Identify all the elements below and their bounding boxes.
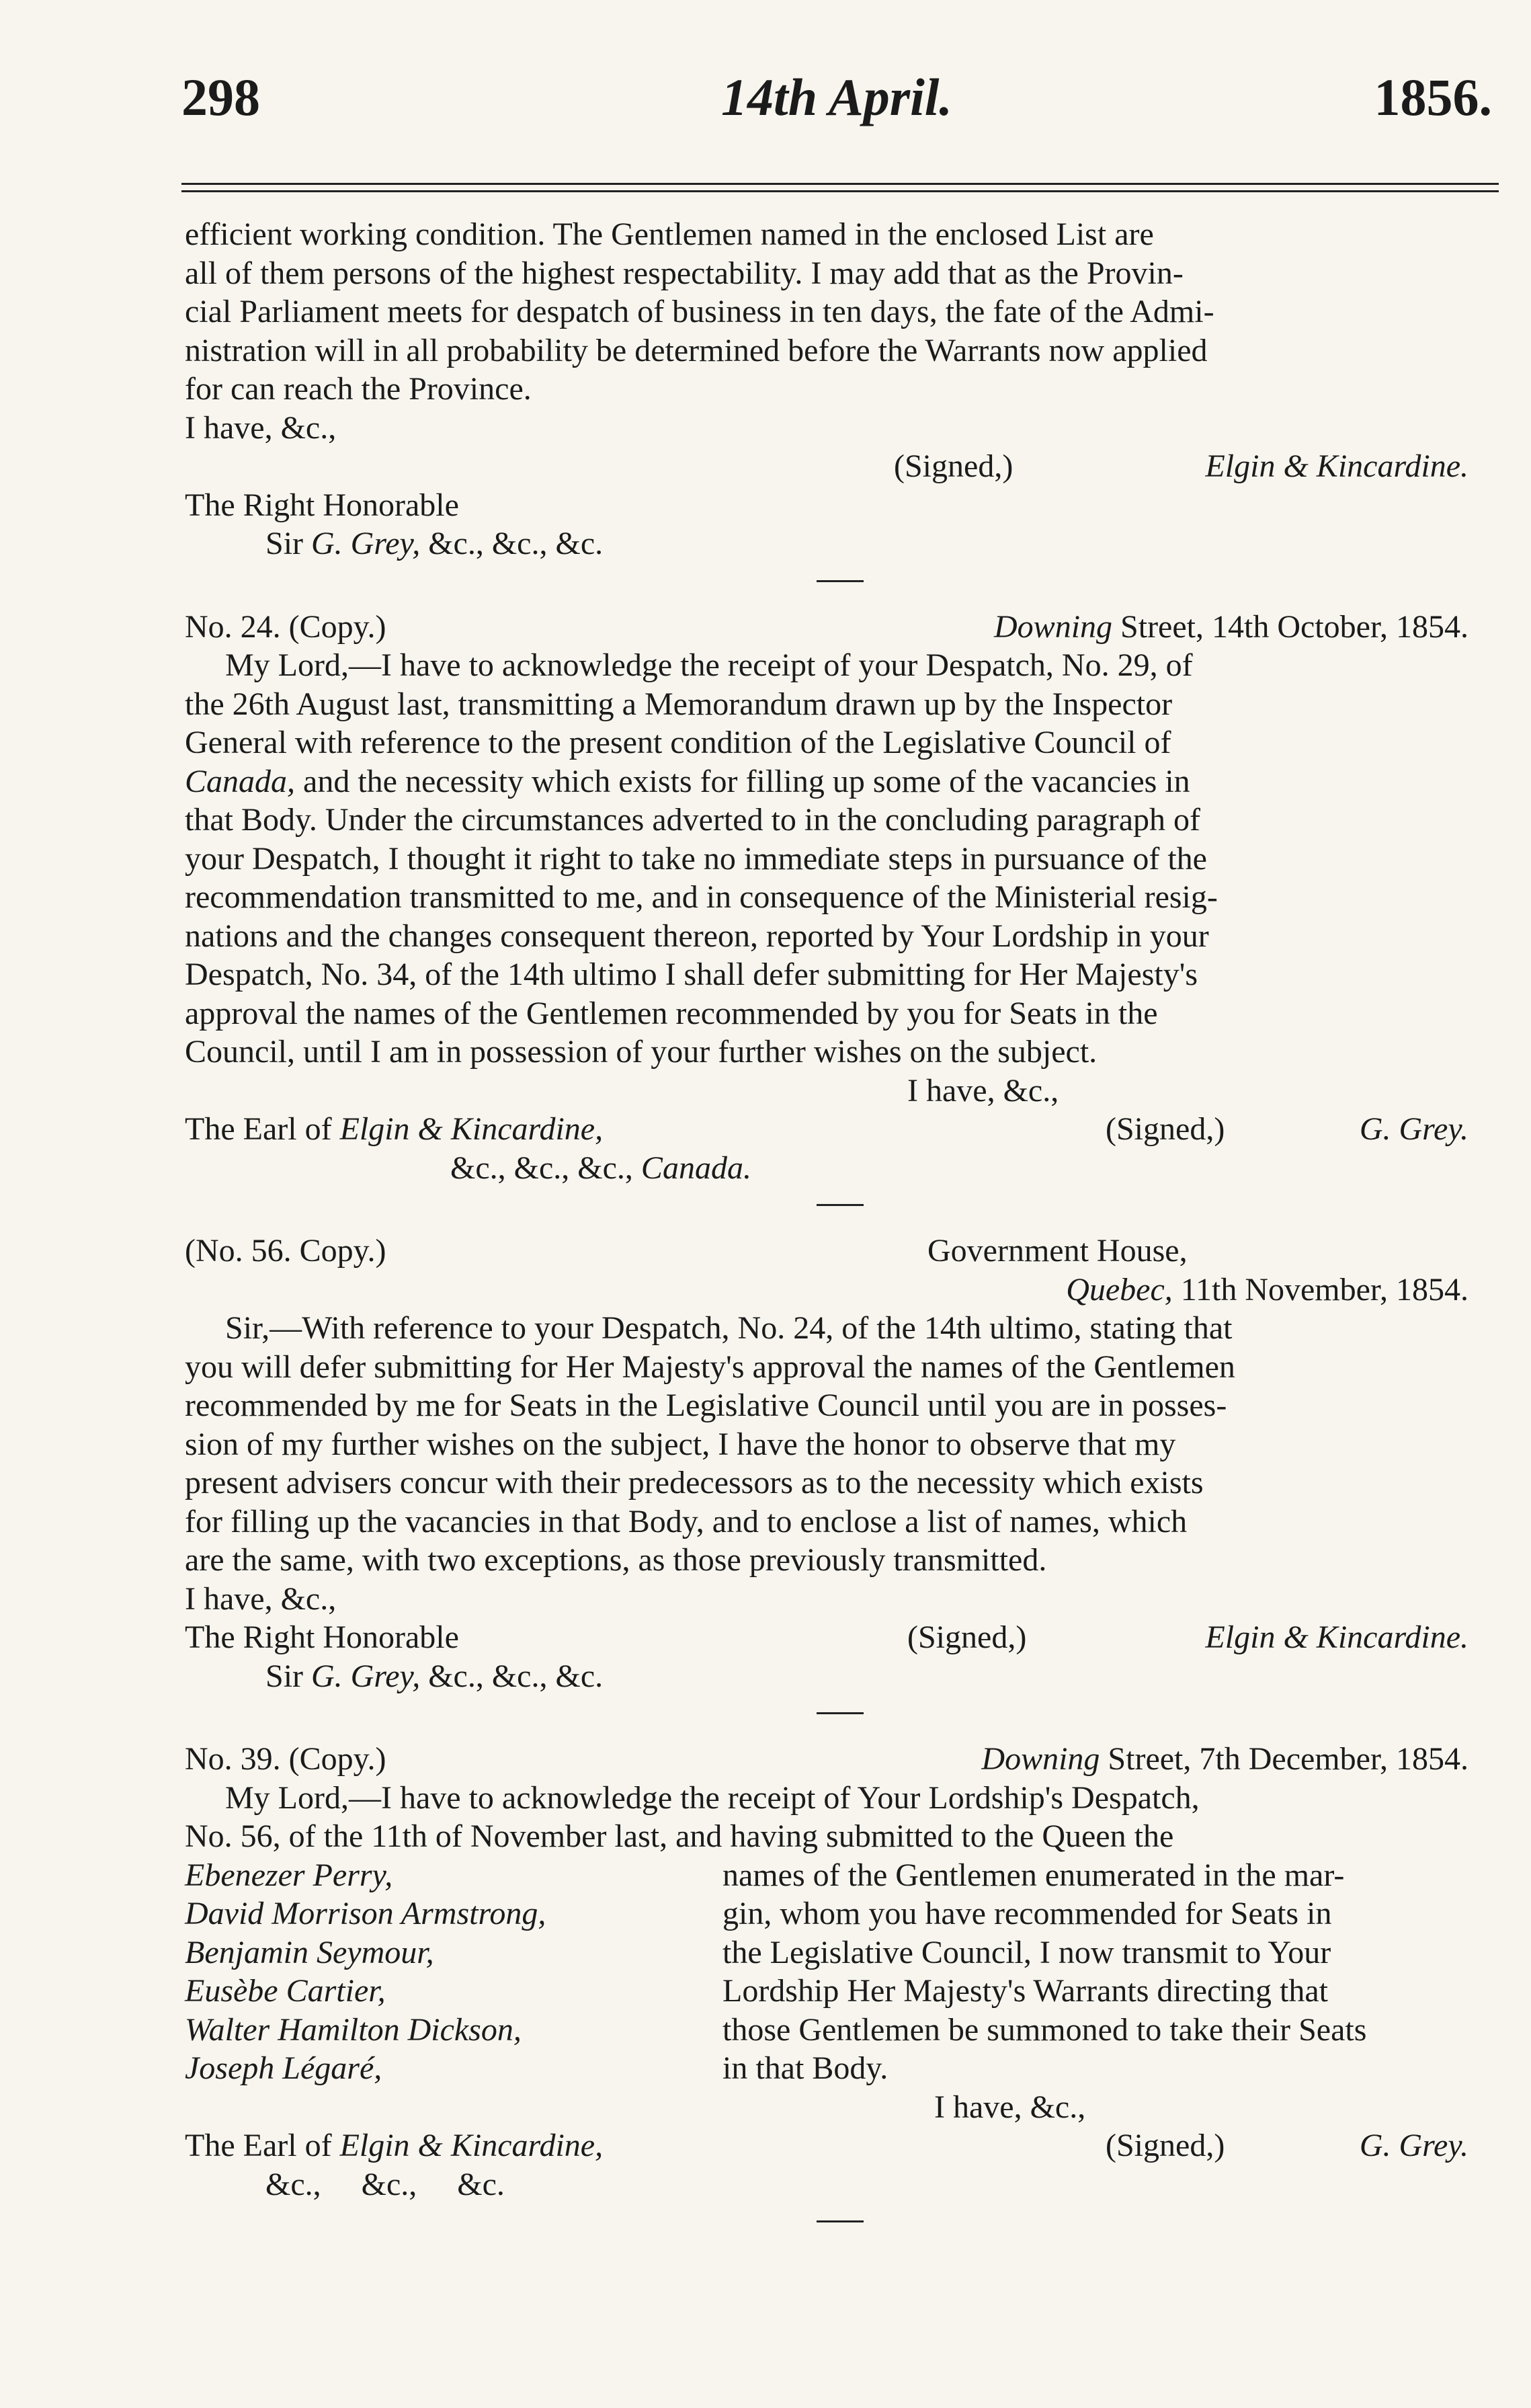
header-rule-bottom: [181, 190, 1499, 192]
addressee-signature-row: [185, 1618, 1495, 1657]
text-line: [185, 762, 1495, 801]
addressee-line: [185, 2126, 603, 2165]
closing-line: I have, &c.,: [907, 1072, 1059, 1109]
addressee-signature-row: [185, 2126, 1495, 2165]
addressee-sir: Sir: [265, 1658, 304, 1694]
place-name: Downing: [981, 1741, 1100, 1777]
addressee-line: The Right Honorable: [185, 1619, 459, 1655]
addressee-etc: &c., &c., &c.,: [450, 1150, 633, 1186]
text-line: recommendation transmitted to me, and in consequence of the Ministerial resig-: [185, 879, 1218, 915]
text-line: Council, until I am in possession of your further wishes on the subject.: [185, 1034, 1098, 1070]
list-item: Benjamin Seymour,: [185, 1934, 434, 1970]
text-line: the 26th August last, transmitting a Memorandum drawn up by the Inspector: [185, 686, 1173, 722]
text-line: Lordship Her Majesty's Warrants directing that: [722, 1973, 1329, 2009]
signed-label: (Signed,): [894, 448, 1013, 484]
header-year: 1856.: [1374, 68, 1492, 126]
text-line: General with reference to the present condition of the Legislative Council of: [185, 725, 1171, 760]
addressee-sir: Sir: [265, 526, 304, 561]
page-number: 298: [181, 68, 260, 126]
place-name: Quebec,: [1066, 1271, 1173, 1308]
text-line: all of them persons of the highest respectability. I may add that as the Provin-: [185, 255, 1184, 291]
text-line: in that Body.: [722, 2050, 888, 2086]
signature: G. Grey.: [1359, 1111, 1468, 1147]
text-line: recommended by me for Seats in the Legislative Council until you are in posses-: [185, 1388, 1227, 1423]
section-separator: [817, 2220, 864, 2222]
closing-line: I have, &c.,: [185, 1580, 337, 1617]
section-separator: [817, 580, 864, 582]
despatch-no-39: [185, 1740, 1495, 2204]
despatch-number: No. 24. (Copy.): [185, 608, 386, 645]
addressee-etc: &c., &c., &c.: [428, 1658, 604, 1694]
despatch-number: No. 39. (Copy.): [185, 1741, 386, 1777]
signature: Elgin & Kincardine.: [1205, 1619, 1468, 1655]
addressee-line: [185, 524, 1495, 563]
text-line: nations and the changes consequent thereon, reported by Your Lordship in your: [185, 918, 1209, 954]
text-fragment: and the necessity which exists for filling up some of the vacancies in: [303, 763, 1190, 799]
despatch-continuation: [185, 215, 1495, 563]
despatch-header: [185, 1232, 1495, 1271]
text-line: My Lord,—I have to acknowledge the receipt of your Despatch, No. 29, of: [225, 647, 1193, 683]
section-separator: [817, 1712, 864, 1714]
closing-line: I have, &c.,: [185, 409, 337, 446]
section-separator: [817, 1204, 864, 1206]
despatch-number: (No. 56. Copy.): [185, 1233, 386, 1269]
text-line: cial Parliament meets for despatch of business in ten days, the fate of the Admi-: [185, 294, 1214, 329]
place-name: Downing: [994, 608, 1113, 645]
text-line: efficient working condition. The Gentlemen named in the enclosed List are: [185, 216, 1154, 252]
signed-label: (Signed,): [1106, 1111, 1225, 1147]
text-line: Despatch, No. 34, of the 14th ultimo I shall defer submitting for Her Majesty's: [185, 957, 1198, 992]
list-item: David Morrison Armstrong,: [185, 1896, 546, 1931]
canada-word: Canada,: [185, 763, 296, 799]
despatch-header: [185, 608, 1495, 647]
signature: G. Grey.: [1359, 2128, 1468, 2163]
addressee-name: Elgin & Kincardine,: [339, 2128, 604, 2163]
despatch-no-24: [185, 608, 1495, 1188]
addressee-name: G. Grey,: [311, 526, 421, 561]
despatch-no-56: [185, 1232, 1495, 1695]
text-line: sion of my further wishes on the subject, I have the honor to observe that my: [185, 1426, 1176, 1462]
list-item: Ebenezer Perry,: [185, 1857, 393, 1893]
closing-line: I have, &c.,: [934, 2089, 1086, 2125]
page-content: [185, 215, 1495, 2248]
text-line: No. 56, of the 11th of November last, and having submitted to the Queen the: [185, 1818, 1174, 1854]
place-date: Street, 7th December, 1854.: [1108, 1741, 1468, 1777]
text-line: approval the names of the Gentlemen recommended by you for Seats in the: [185, 995, 1158, 1031]
addressee-place: Canada.: [640, 1150, 751, 1186]
text-line: the Legislative Council, I now transmit to Your: [722, 1934, 1331, 1970]
text-line: names of the Gentlemen enumerated in the mar-: [722, 1857, 1345, 1893]
signed-label: (Signed,): [907, 1619, 1027, 1655]
list-item: Joseph Légaré,: [185, 2050, 382, 2086]
addressee-line: [185, 1110, 603, 1149]
addressee-name: Elgin & Kincardine,: [339, 1111, 604, 1147]
addressee-signature-row: [185, 1110, 1495, 1149]
page-header: [181, 67, 1492, 128]
addressee-etc: &c., &c., &c.: [428, 526, 604, 561]
signature-row: [185, 447, 1495, 486]
despatch-header: [185, 1740, 1495, 1779]
names-with-text: [185, 1856, 1495, 2088]
text-line: gin, whom you have recommended for Seats in: [722, 1896, 1332, 1931]
text-line: My Lord,—I have to acknowledge the receipt of Your Lordship's Despatch,: [225, 1779, 1200, 1816]
header-rule-top: [181, 183, 1499, 185]
addressee-line: &c., &c., &c.: [265, 2166, 505, 2202]
text-line: are the same, with two exceptions, as those previously transmitted.: [185, 1542, 1047, 1578]
text-line: present advisers concur with their predecessors as to the necessity which exists: [185, 1465, 1204, 1500]
addressee-line: [185, 1149, 1495, 1188]
header-date: 14th April.: [721, 68, 952, 126]
place-date: 11th November, 1854.: [1180, 1271, 1468, 1308]
side-paragraph: [722, 1856, 1495, 2088]
place-date: Street, 14th October, 1854.: [1120, 608, 1468, 645]
text-line: you will defer submitting for Her Majesty's approval the names of the Gentlemen: [185, 1349, 1235, 1385]
despatch-place-date: [994, 608, 1468, 647]
text-line: your Despatch, I thought it right to take no immediate steps in pursuance of the: [185, 840, 1207, 877]
text-line: for filling up the vacancies in that Body, and to enclose a list of names, which: [185, 1503, 1188, 1539]
signed-label: (Signed,): [1106, 2128, 1225, 2163]
signature: Elgin & Kincardine.: [1205, 448, 1468, 484]
addressee-prefix: The Earl of: [185, 1111, 332, 1147]
text-line: nistration will in all probability be determined before the Warrants now applied: [185, 332, 1208, 368]
place-date-line: [1066, 1271, 1468, 1310]
margin-names-list: [185, 1856, 716, 2088]
text-line: Sir,—With reference to your Despatch, No. 24, of the 14th ultimo, stating that: [225, 1310, 1233, 1346]
addressee-prefix: The Earl of: [185, 2128, 332, 2163]
addressee-line: [185, 1657, 1495, 1696]
despatch-place-date: [185, 1271, 1495, 1310]
text-line: that Body. Under the circumstances adverted to in the concluding paragraph of: [185, 802, 1201, 838]
list-item: Walter Hamilton Dickson,: [185, 2011, 522, 2048]
addressee-name: G. Grey,: [311, 1658, 421, 1694]
addressee-line: The Right Honorable: [185, 487, 459, 523]
list-item: Eusèbe Cartier,: [185, 1973, 386, 2009]
text-line: for can reach the Province.: [185, 371, 532, 407]
place-line: Government House,: [927, 1233, 1188, 1269]
text-line: those Gentlemen be summoned to take their Seats: [722, 2011, 1367, 2048]
despatch-place-date: [981, 1740, 1468, 1779]
